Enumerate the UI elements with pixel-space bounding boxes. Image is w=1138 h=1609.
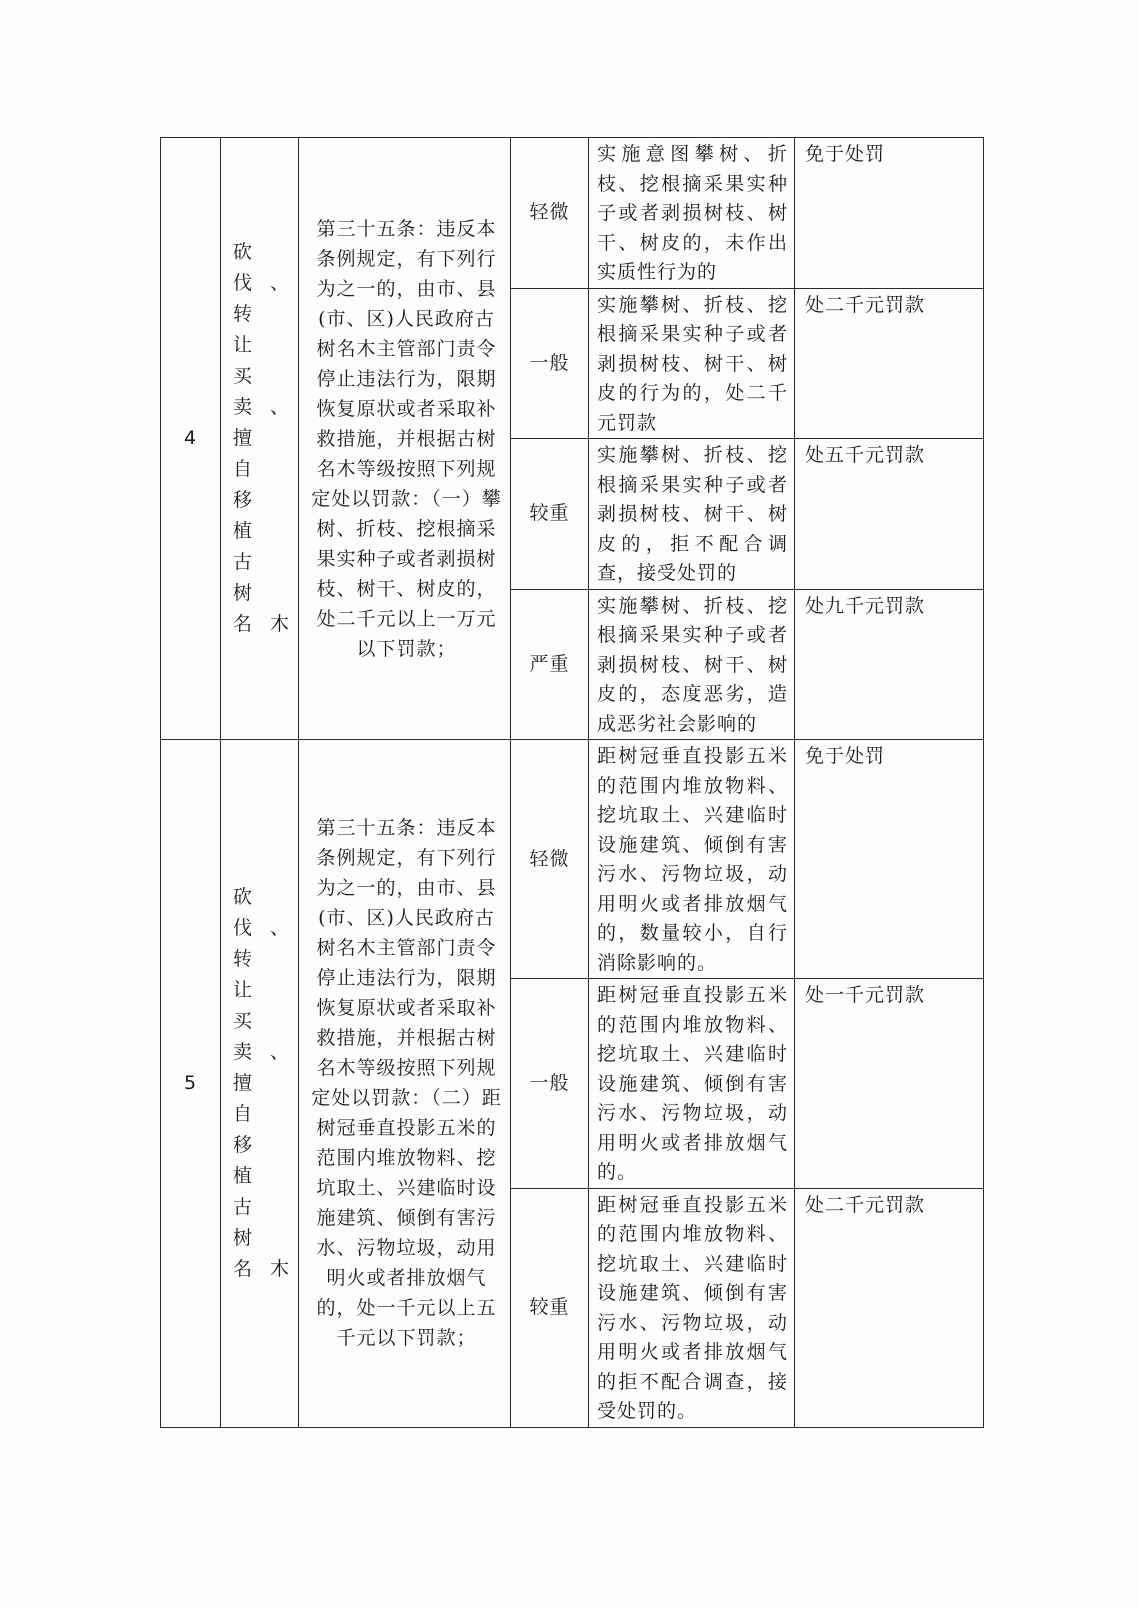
row-number: 5 [183, 1071, 198, 1094]
penalty-cell [795, 979, 984, 1189]
penalty-cell [795, 439, 984, 590]
penalty: 免于处罚 [805, 745, 886, 767]
penalty: 处二千元罚款 [805, 1193, 926, 1216]
severity-level: 较重 [529, 502, 570, 525]
legal-basis: 第三十五条：违反本条例规定，有下列行为之一的，由市、县(市、区)人民政府古树名木主管部门责令停止违法行为，限期恢复原状或者采取补救措施，并根据古树名木等级按照下列规定处以罚款：（二）距树冠垂直投影五米的范围内堆放物料、挖坑取土、兴建临时设施建筑、倾倒有害污水、污物垃圾，动用明火或者排放烟气的，处一千元以上五千元以下罚款； [311, 817, 502, 1350]
row-number: 4 [183, 427, 198, 449]
severity-level: 轻微 [529, 201, 570, 224]
violation-item: 砍伐、 转 让 买卖、 擅 自 移 植 古 树 名木 [233, 885, 290, 1280]
legal-basis: 第三十五条：违反本条例规定，有下列行为之一的，由市、县(市、区)人民政府古树名木主管部门责令停止违法行为，限期恢复原状或者采取补救措施，并根据古树名木等级按照下列规定处以罚款：（一）攀树、折枝、挖根摘采果实种子或者剥损树枝、树干、树皮的，处二千元以上一万元以下罚款； [311, 217, 502, 660]
circumstance-cell [589, 1188, 795, 1427]
circumstance: 实施攀树、折枝、挖根摘采果实种子或者剥损树枝、树干、树皮的，态度恶劣，造成恶劣社会影响的 [597, 594, 788, 735]
table-row [161, 138, 984, 289]
circumstance: 距树冠垂直投影五米的范围内堆放物料、挖坑取土、兴建临时设施建筑、倾倒有害污水、污物垃圾，动用明火或者排放烟气的，数量较小，自行消除影响的。 [597, 745, 788, 974]
severity-level-cell [511, 288, 589, 439]
row-number-cell [161, 740, 221, 1428]
circumstance-cell [589, 138, 795, 289]
violation-item-cell [221, 740, 299, 1428]
penalty: 处二千元罚款 [805, 293, 926, 316]
severity-level: 较重 [529, 1296, 570, 1318]
severity-level-cell [511, 589, 589, 740]
penalty: 处九千元罚款 [805, 594, 926, 617]
circumstance: 实施攀树、折枝、挖根摘采果实种子或者剥损树枝、树干、树皮的，拒不配合调查，接受处罚的 [597, 444, 788, 584]
legal-basis-cell [299, 138, 511, 740]
circumstance: 距树冠垂直投影五米的范围内堆放物料、挖坑取土、兴建临时设施建筑、倾倒有害污水、污物垃圾，动用明火或者排放烟气的拒不配合调查，接受处罚的。 [597, 1193, 788, 1422]
severity-level-cell [511, 979, 589, 1189]
table-row [161, 740, 984, 979]
severity-level: 一般 [529, 1071, 570, 1094]
penalty-cell [795, 589, 984, 740]
severity-level-cell [511, 138, 589, 289]
severity-level: 轻微 [529, 847, 570, 870]
penalty-cell [795, 138, 984, 289]
severity-level-cell [511, 1188, 589, 1427]
penalty-cell [795, 1188, 984, 1427]
severity-level-cell [511, 439, 589, 590]
circumstance: 实施攀树、折枝、挖根摘采果实种子或者剥损树枝、树干、树皮的行为的，处二千元罚款 [597, 293, 788, 434]
circumstance-cell [589, 288, 795, 439]
severity-level-cell [511, 740, 589, 979]
severity-level: 一般 [529, 351, 570, 374]
violation-item-cell [221, 138, 299, 740]
circumstance-cell [589, 439, 795, 590]
penalty-standard-table [160, 137, 984, 1428]
circumstance: 距树冠垂直投影五米的范围内堆放物料、挖坑取土、兴建临时设施建筑、倾倒有害污水、污物垃圾，动用明火或者排放烟气的。 [597, 984, 788, 1183]
circumstance: 实施意图攀树、折枝、挖根摘采果实种子或者剥损树枝、树干、树皮的，未作出实质性行为的 [597, 143, 788, 283]
circumstance-cell [589, 589, 795, 740]
penalty: 处一千元罚款 [805, 984, 926, 1006]
penalty-cell [795, 288, 984, 439]
row-number-cell [161, 138, 221, 740]
violation-item: 砍伐、 转 让 买卖、 擅 自 移 植 古 树 名木 [233, 241, 290, 635]
penalty: 免于处罚 [805, 143, 886, 165]
severity-level: 严重 [529, 652, 570, 675]
legal-basis-cell [299, 740, 511, 1428]
circumstance-cell [589, 979, 795, 1189]
penalty-cell [795, 740, 984, 979]
penalty: 处五千元罚款 [805, 444, 926, 466]
circumstance-cell [589, 740, 795, 979]
